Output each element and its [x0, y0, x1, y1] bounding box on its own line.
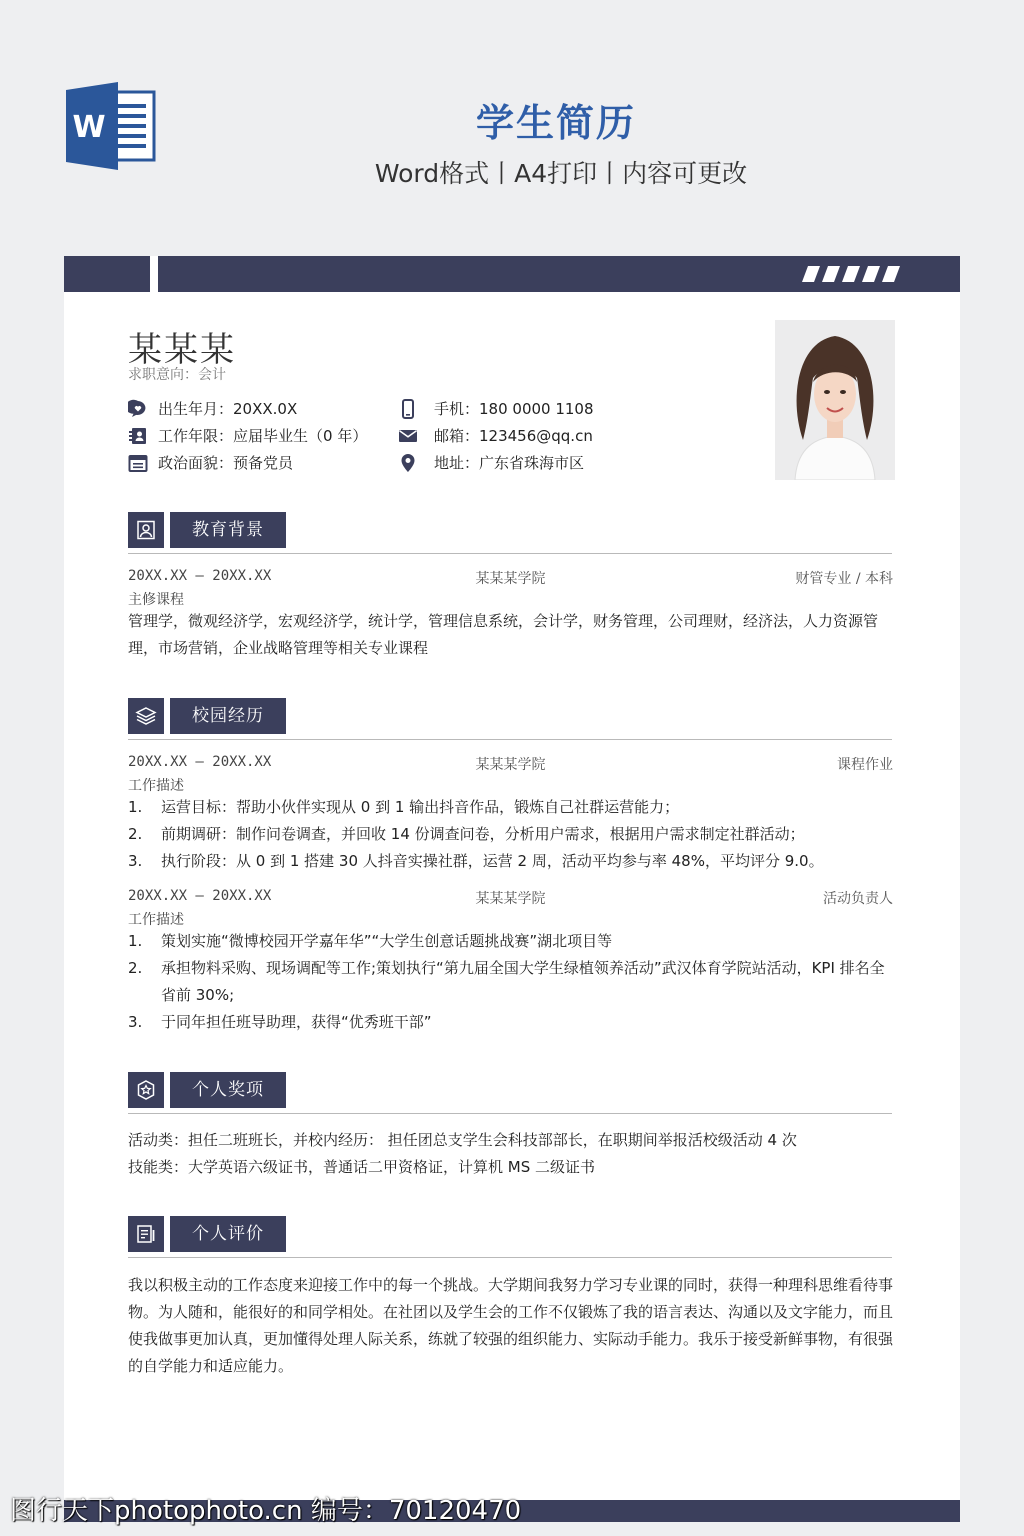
phone-icon [398, 399, 418, 419]
evaluation-text: 我以积极主动的工作态度来迎接工作中的每一个挑战。大学期间我努力学习专业课的同时，获得一种理科思维看待事物。为人随和，能很好的和同学相处。在社团以及学生会的工作不仅锻炼了我的语言表达、沟通以及文字能力，而且使我做事更加认真，更加懂得处理人际关系，练就了较强的组织能力、实际动手能力。我乐于接受新鲜事物，有很强的自学能力和适应能力。 [128, 1276, 894, 1375]
star-badge-icon [128, 1072, 164, 1108]
entry-role: 课程作业 [837, 757, 893, 773]
section-education-header [128, 512, 892, 552]
item-number: 2. [128, 825, 143, 843]
item-text: 运营目标：帮助小伙伴实现从 0 到 1 输出抖音作品，锻炼自己社群运营能力； [161, 798, 680, 816]
mail-icon [398, 426, 418, 446]
item-number: 3. [128, 1013, 143, 1031]
location-pin-icon [398, 453, 418, 473]
awards-skill: 技能类：大学英语六级证书，普通话二甲资格证，计算机 MS 二级证书 [128, 1158, 596, 1176]
section-awards-header [128, 1072, 892, 1112]
item-text: 于同年担任班导助理，获得“优秀班干部” [161, 1013, 432, 1031]
section-title: 教育背景 [170, 512, 286, 548]
calendar-icon [128, 453, 148, 473]
item-text: 承担物料采购、现场调配等工作;策划执行“第九届全国大学生绿植领养活动”武汉体育学院站活动，KPI 排名全省前 30%; [161, 959, 885, 1004]
info-politics [128, 452, 293, 473]
stripes-decoration-icon [802, 266, 902, 282]
section-title: 个人奖项 [170, 1072, 286, 1108]
id-badge-icon [128, 426, 148, 446]
item-text: 策划实施“微博校园开学嘉年华”“大学生创意话题挑战赛”湖北项目等 [161, 932, 613, 950]
address-text: 地址：广东省珠海市区 [434, 454, 585, 472]
item-number: 1. [128, 932, 143, 950]
top-bar-left [64, 256, 150, 292]
resume-sheet [64, 256, 960, 1522]
section-divider [128, 739, 892, 740]
item-number: 2. [128, 959, 143, 977]
education-date: 20XX.XX – 20XX.XX [128, 568, 272, 584]
work-years-text: 工作年限：应届毕业生（0 年） [158, 427, 368, 445]
section-divider [128, 1257, 892, 1258]
candidate-name: 某某某 [128, 330, 236, 370]
entry-date: 20XX.XX – 20XX.XX [128, 888, 272, 904]
section-evaluation-header [128, 1216, 892, 1256]
courses-text: 管理学，微观经济学，宏观经济学，统计学，管理信息系统，会计学，财务管理，公司理财，经济法，人力资源管理，市场营销，企业战略管理等相关专业课程 [128, 612, 879, 657]
email-text: 邮箱：123456@qq.cn [434, 427, 593, 445]
svg-text:W: W [72, 110, 106, 145]
info-birth [128, 398, 297, 419]
education-meta [128, 568, 893, 588]
section-divider [128, 1113, 892, 1114]
item-number: 1. [128, 798, 143, 816]
entry-label: 工作描述 [128, 912, 184, 928]
layers-icon [128, 698, 164, 734]
entry-role: 活动负责人 [823, 891, 893, 907]
entry-org: 某某某学院 [475, 757, 546, 773]
chat-heart-icon [128, 399, 148, 419]
top-bar-right [158, 256, 960, 292]
info-address [398, 452, 584, 473]
politics-text: 政治面貌：预备党员 [158, 454, 294, 472]
item-text: 前期调研：制作问卷调查，并回收 14 份调查问卷，分析用户需求，根据用户需求制定社群活动； [161, 825, 805, 843]
item-text: 执行阶段：从 0 到 1 搭建 30 人抖音实操社群，运营 2 周，活动平均参与率 48%，平均评分 9.0。 [161, 852, 824, 870]
watermark: 图行天下photophoto.cn 编号：70120470 [10, 1496, 522, 1526]
page-subtitle: Word格式丨A4打印丨内容可更改 [374, 159, 748, 188]
job-intent: 求职意向：会计 [128, 367, 226, 383]
entry-date: 20XX.XX – 20XX.XX [128, 754, 272, 770]
campus-entry-1-meta [128, 754, 893, 774]
info-phone [398, 398, 594, 419]
entry-org: 某某某学院 [475, 891, 546, 907]
avatar-portrait-icon [775, 320, 895, 480]
info-work-years [128, 425, 367, 446]
awards-activity: 活动类：担任二班班长，并校内经历： 担任团总支学生会科技部部长，在职期间举报活校级活动 4 次 [128, 1131, 797, 1149]
item-number: 3. [128, 852, 143, 870]
section-divider [128, 553, 892, 554]
page-title: 学生简历 [475, 101, 636, 145]
campus-entry-2-meta [128, 888, 893, 908]
info-email [398, 425, 593, 446]
education-school: 某某某学院 [475, 571, 546, 587]
graduate-icon [128, 512, 164, 548]
section-title: 校园经历 [170, 698, 286, 734]
section-campus-header [128, 698, 892, 738]
document-edit-icon [128, 1216, 164, 1252]
entry-label: 工作描述 [128, 778, 184, 794]
courses-label: 主修课程 [128, 592, 184, 608]
education-major: 财管专业 / 本科 [795, 571, 893, 587]
birth-text: 出生年月：20XX.0X [158, 400, 298, 418]
phone-text: 手机：180 0000 1108 [434, 400, 594, 418]
profile-photo [775, 320, 895, 480]
section-title: 个人评价 [170, 1216, 286, 1252]
